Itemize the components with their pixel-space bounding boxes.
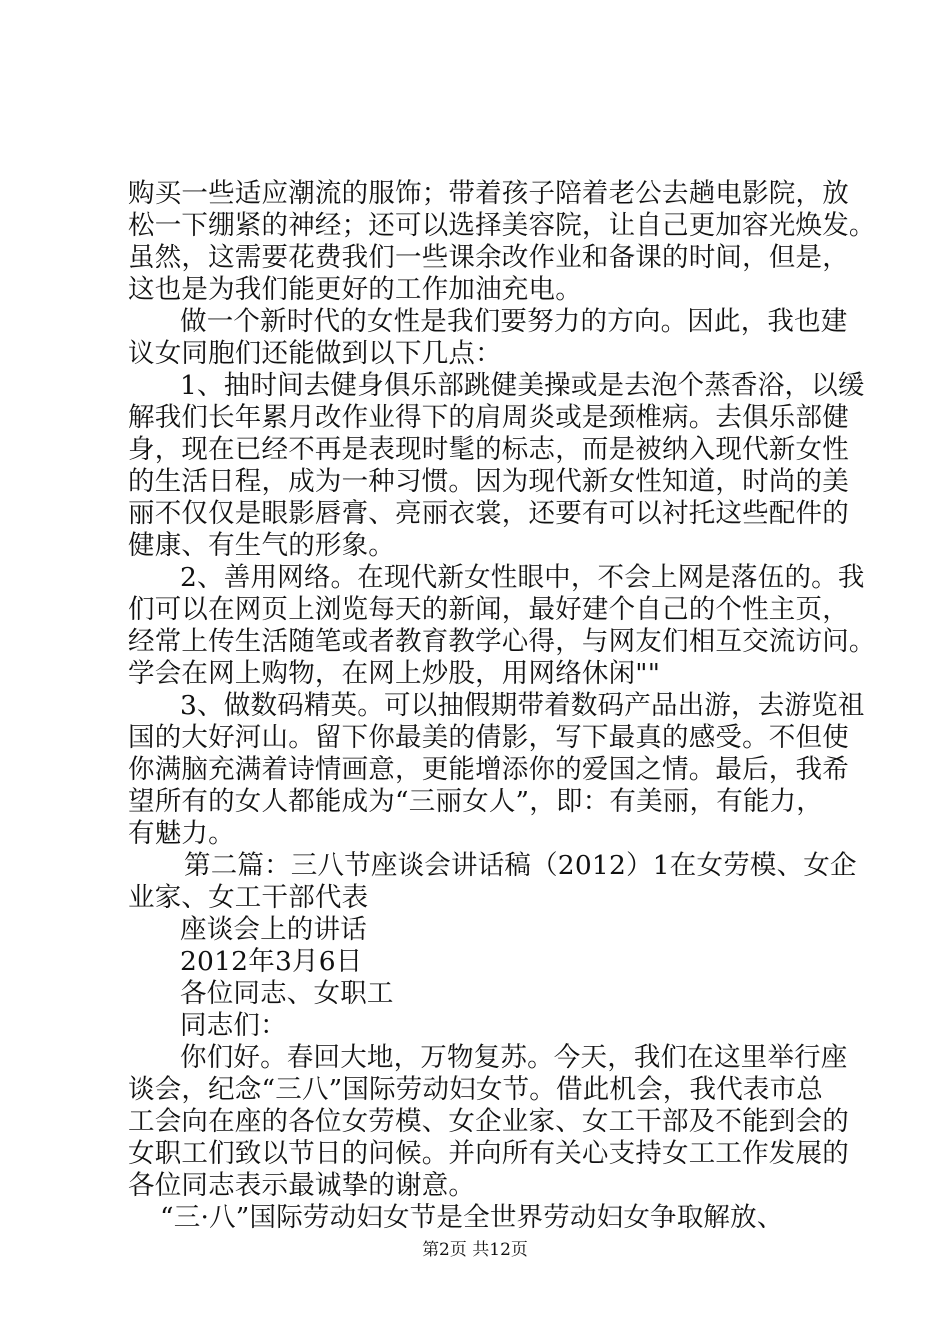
text-line: 学会在网上购物，在网上炒股，用网络休闲"" <box>128 658 661 689</box>
date-line: 2012年3月6日 <box>180 946 363 977</box>
text-line: 你满脑充满着诗情画意，更能增添你的爱国之情。最后，我希 <box>128 754 849 785</box>
text-line: 松一下绷紧的神经；还可以选择美容院，让自己更加容光焕发。 <box>128 210 876 241</box>
text-line: 座谈会上的讲话 <box>180 914 367 945</box>
section-heading: 业家、女工干部代表 <box>128 882 369 913</box>
text-line: 解我们长年累月改作业得下的肩周炎或是颈椎病。去俱乐部健 <box>128 402 849 433</box>
text-line: 各位同志表示最诚挚的谢意。 <box>128 1170 476 1201</box>
page-number-footer: 第2页 共12页 <box>422 1240 528 1260</box>
salutation: 同志们： <box>180 1010 287 1041</box>
text-line: 3、做数码精英。可以抽假期带着数码产品出游，去游览祖 <box>180 690 865 721</box>
text-line: 你们好。春回大地，万物复苏。今天，我们在这里举行座 <box>180 1042 848 1073</box>
text-line: 国的大好河山。留下你最美的倩影，写下最真的感受。不但使 <box>128 722 849 753</box>
text-line: 健康、有生气的形象。 <box>128 530 395 561</box>
text-line: 有魅力。 <box>128 818 235 849</box>
text-line: 虽然，这需要花费我们一些课余改作业和备课的时间，但是， <box>128 242 849 273</box>
text-line: 身，现在已经不再是表现时髦的标志，而是被纳入现代新女性 <box>128 434 849 465</box>
text-line: 议女同胞们还能做到以下几点： <box>128 338 502 369</box>
text-line: 谈会，纪念“三八”国际劳动妇女节。借此机会，我代表市总 <box>128 1074 823 1105</box>
salutation: 各位同志、女职工 <box>180 978 394 1009</box>
text-line: 这也是为我们能更好的工作加油充电。 <box>128 274 582 305</box>
text-line: 女职工们致以节日的问候。并向所有关心支持女工工作发展的 <box>128 1138 849 1169</box>
text-line: 的生活日程，成为一种习惯。因为现代新女性知道，时尚的美 <box>128 466 849 497</box>
text-line: 工会向在座的各位女劳模、女企业家、女工干部及不能到会的 <box>128 1106 849 1137</box>
text-line: 们可以在网页上浏览每天的新闻，最好建个自己的个性主页， <box>128 594 849 625</box>
text-line: 丽不仅仅是眼影唇膏、亮丽衣裳，还要有可以衬托这些配件的 <box>128 498 849 529</box>
text-line: 1、抽时间去健身俱乐部跳健美操或是去泡个蒸香浴，以缓 <box>180 370 865 401</box>
section-heading: 第二篇：三八节座谈会讲话稿（2012）1在女劳模、女企 <box>184 850 857 881</box>
text-line: 做一个新时代的女性是我们要努力的方向。因此，我也建 <box>180 306 848 337</box>
text-line: “三·八”国际劳动妇女节是全世界劳动妇女争取解放、 <box>160 1202 784 1233</box>
text-line: 望所有的女人都能成为“三丽女人”，即：有美丽，有能力， <box>128 786 823 817</box>
text-line: 2、善用网络。在现代新女性眼中，不会上网是落伍的。我 <box>180 562 865 593</box>
text-line: 购买一些适应潮流的服饰；带着孩子陪着老公去趟电影院，放 <box>128 178 849 209</box>
text-line: 经常上传生活随笔或者教育教学心得，与网友们相互交流访问。 <box>128 626 876 657</box>
